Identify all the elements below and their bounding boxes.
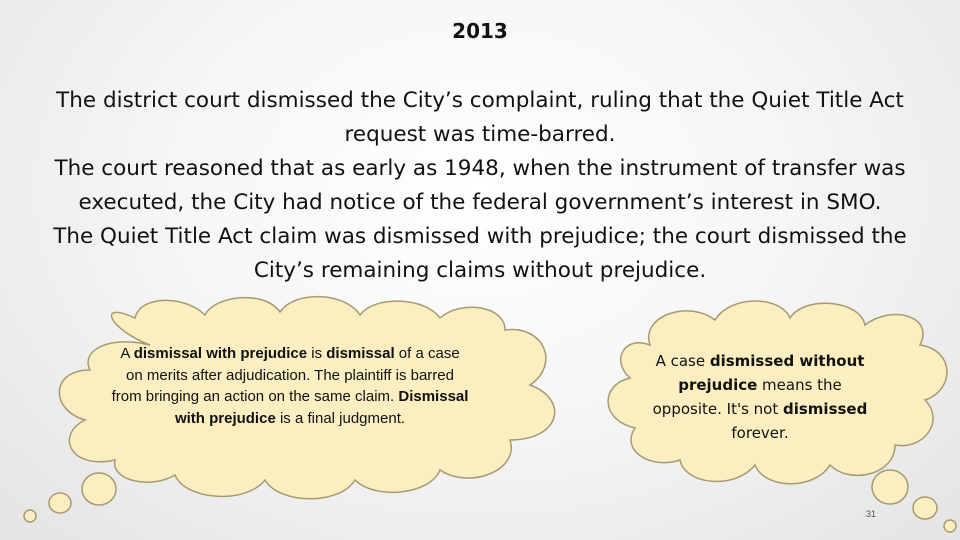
paragraph-2: The court reasoned that as early as 1948, when the instrument of transfer was executed, the City had notice of the federal government’s interest in SMO. [54, 156, 906, 215]
callout-right-term: dismissed without prejudice [678, 352, 865, 394]
callout-right-part: A case [655, 352, 710, 370]
left-thought-bubble-medium [49, 493, 71, 513]
paragraph-3: The Quiet Title Act claim was dismissed with prejudice; the court dismissed the City’s remaining claims without prejudice. [53, 224, 907, 283]
callout-left-part: is a final judgment. [275, 409, 406, 427]
page-number: 31 [866, 509, 877, 519]
paragraph-1: The district court dismissed the City’s complaint, ruling that the Quiet Title Act request was time-barred. [56, 88, 904, 147]
right-thought-bubble-medium [913, 497, 937, 519]
callout-left-term: Dismissal with prejudice [174, 388, 469, 427]
callout-left-part: of a case on merits after adjudication. The plaintiff is barred from bringing an action on the same claim. [111, 345, 460, 405]
right-thought-bubble-large [872, 470, 908, 504]
callout-right-text [645, 349, 875, 445]
callout-left-term: dismissal [326, 345, 395, 362]
callout-right-part: means the opposite. It's not [652, 376, 842, 418]
callout-left-term: dismissal with prejudice [133, 345, 308, 362]
callout-left-text [110, 343, 470, 429]
callout-right-part: forever. [731, 424, 789, 442]
right-thought-bubble-small [944, 520, 956, 532]
left-thought-bubble-large [82, 473, 116, 505]
slide-title: 2013 [452, 19, 508, 43]
callout-left-part: is [307, 345, 327, 362]
callout-left-part: A [120, 345, 134, 362]
left-thought-bubble-small [24, 510, 36, 522]
callout-right-term: dismissed [783, 400, 868, 418]
